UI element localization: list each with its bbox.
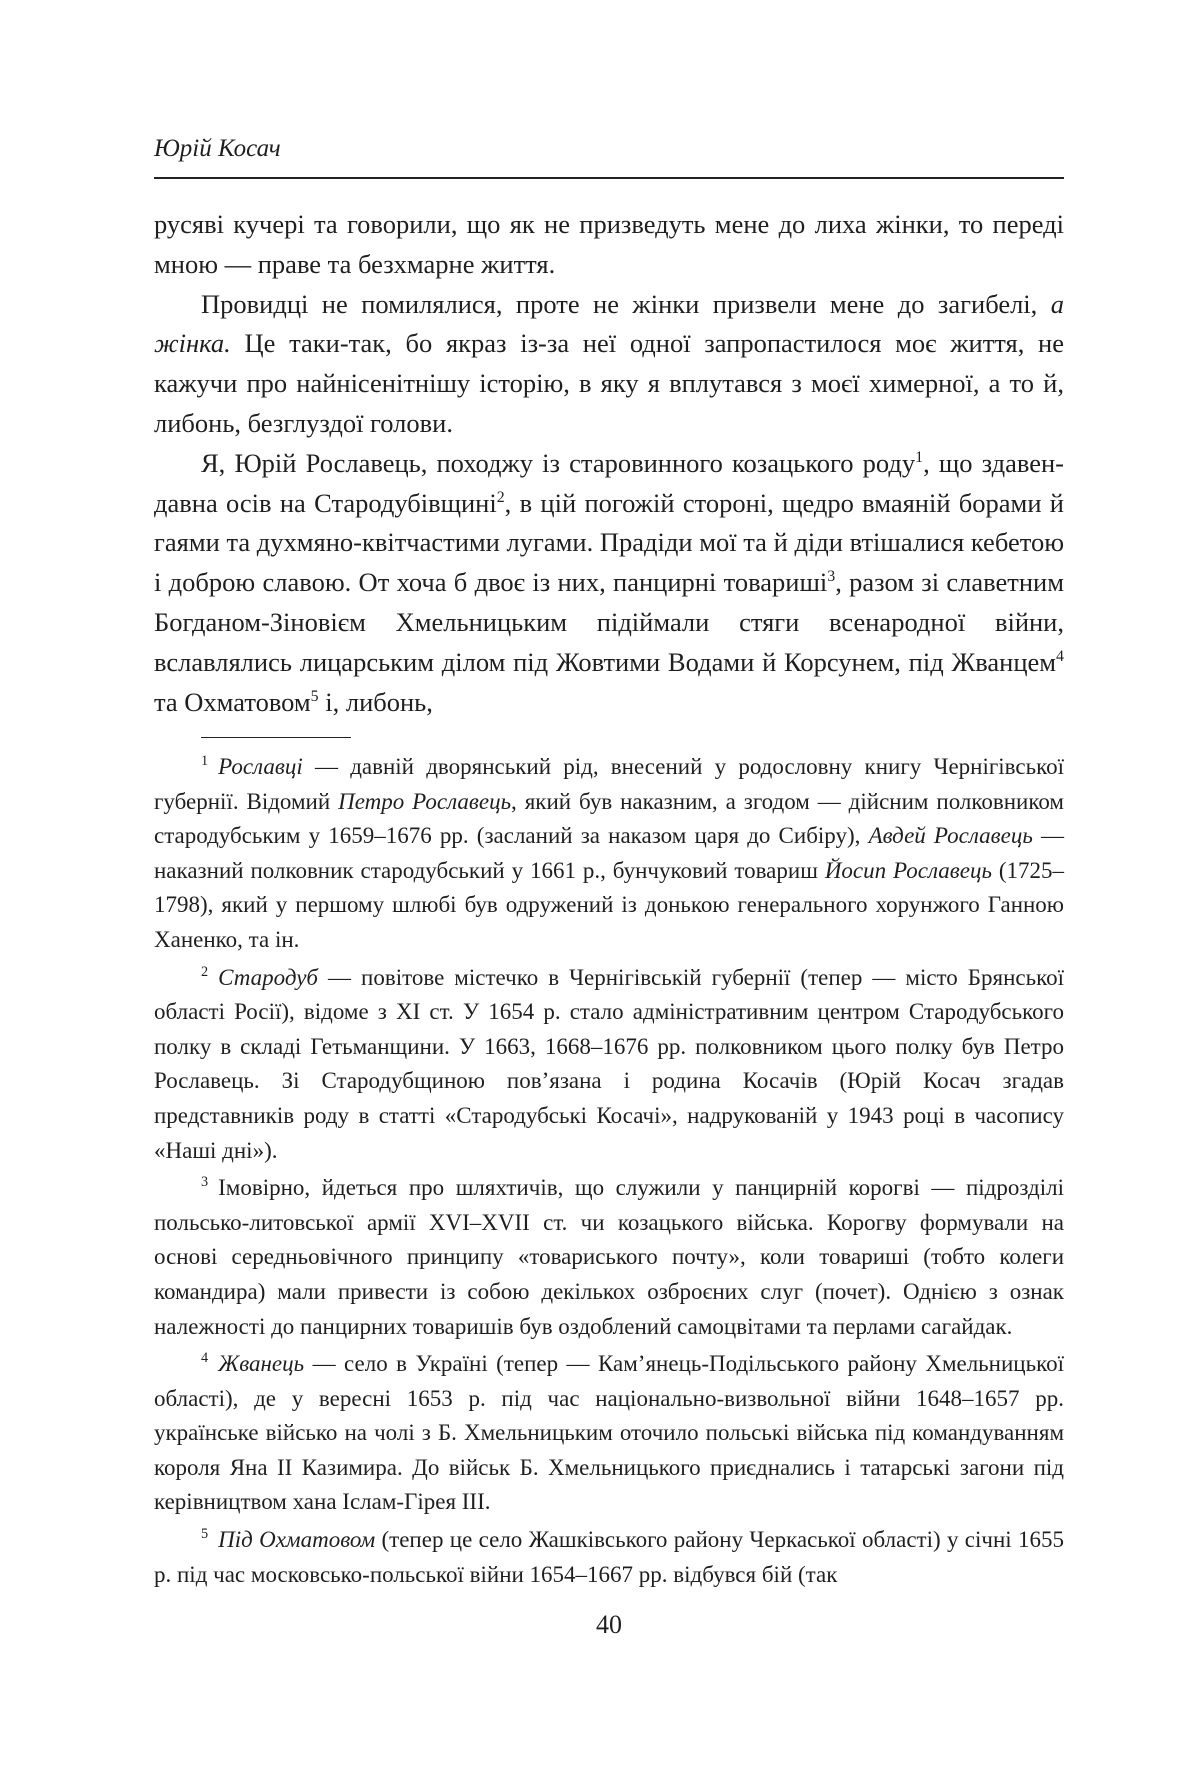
- footnote-3-text: Імовірно, йдеться про шляхтичів, що служили у панцирній корогві — підрозділі польсько-литовської армії XVI–XVII ст. чи козацького війська. Корогву формували на основі середньовічного принципу «товариського почту», коли товариші (тобто колеги командира) мали привести із собою декількох озброєних слуг (почет). Однією з ознак належності до панцирних товаришів був оздоблений самоцвітами та перлами сагайдак.: [154, 1175, 1064, 1339]
- paragraph-3-text-a: Я, Юрій Рославець, походжу із старовинного козацького роду: [201, 447, 916, 478]
- paragraph-1: [154, 205, 1064, 285]
- paragraph-3-text-e: та Охматовом: [154, 686, 311, 717]
- footnote-ref-4[interactable]: 4: [1056, 647, 1064, 665]
- paragraph-3: [154, 444, 1064, 723]
- footnote-5-term: Під Охматовом: [218, 1527, 376, 1553]
- paragraph-3-text-b: , що здавен-давна осів на Стародубівщині: [154, 447, 1064, 518]
- paragraph-3-text-d: , разом зі славетним Богданом-Зіновієм Хмельницьким підіймали стяги всенародної війни, вславлялись лицарським ділом під Жовтими Водами й Корсунем, під Жванцем: [154, 567, 1064, 677]
- paragraph-3-text-c: , в цій погожій стороні, щедро вмаяній борами й гаями та духмяно-квітчастими лугами. Прадіди мої та й діди втішалися кебетою і доброю славою. От хоча б двоє із них, панцирні товариші: [154, 487, 1064, 598]
- page-number: 40: [596, 1610, 622, 1639]
- footnote-ref-3[interactable]: 3: [827, 568, 836, 586]
- paragraph-1-text: русяві кучері та говорили, що як не призведуть мене до лиха жінки, то переді мною — праве та безхмарне життя.: [154, 209, 1064, 279]
- paragraph-2-text-a: Провидці не помилялися, проте не жінки призвели мене до загибелі,: [201, 288, 1051, 319]
- paragraph-2-italic: а жінка.: [154, 288, 1064, 359]
- footnote-4-number: 4: [201, 1350, 209, 1367]
- footnote-4-text: — село в Україні (тепер — Кам’янець-Подільського району Хмельницької області), де у вересні 1653 р. під час національно-визвольної війни 1648–1657 рр. українське військо на чолі з Б. Хмельницьким оточило польські війська під командуванням короля Яна II Казимира. До військ Б. Хмельницького приєднались і татарські загони під керівництвом хана Іслам-Гірея III.: [154, 1351, 1064, 1515]
- footnote-2-text: — повітове містечко в Чернігівській губернії (тепер — місто Брянської області Росії), відоме з XI ст. У 1654 р. стало адміністративним центром Стародубського полку в складі Гетьманщини. У 1663, 1668–1676 рр. полковником цього полку був Петро Рославець. Зі Стародубщиною пов’язана і родина Косачів (Юрій Косач згадав представників роду в статті «Стародубські Косачі», надрукованій у 1943 році в часопису «Наші дні»).: [154, 964, 1064, 1163]
- footnote-5-number: 5: [201, 1526, 209, 1543]
- footnote-5: [154, 1523, 1064, 1592]
- footnote-2-number: 2: [201, 963, 209, 980]
- footnote-3: [154, 1171, 1064, 1344]
- footnote-ref-5[interactable]: 5: [310, 687, 319, 705]
- footnote-4: [154, 1347, 1064, 1520]
- footnote-1: [154, 750, 1064, 958]
- paragraph-3-text-f: і, либонь,: [318, 686, 433, 717]
- footnotes-section: [154, 750, 1064, 1595]
- footnote-1-number: 1: [201, 753, 209, 770]
- footnote-2: [154, 961, 1064, 1169]
- running-head-author: Юрій Косач: [154, 135, 281, 162]
- footnote-3-number: 3: [201, 1174, 209, 1191]
- footnote-5-text: (тепер це село Жашківського району Черкаської області) у січні 1655 р. під час московсько-польської війни 1654–1667 рр. відбувся бій (так: [154, 1527, 1064, 1587]
- footnote-separator: [201, 737, 351, 738]
- footnote-4-term: Жванець: [218, 1351, 305, 1377]
- footnote-1-name-petro: Петро Рославець: [338, 788, 512, 814]
- footnote-1-name-yosyp: Йосип Рославець: [824, 857, 992, 883]
- footnote-ref-2[interactable]: 2: [496, 488, 505, 506]
- footnote-ref-1[interactable]: 1: [915, 448, 924, 466]
- paragraph-2-text-b: Це таки-так, бо якраз із-за неї одної запропастилося моє життя, не кажучи про найнісенітнішу історію, в яку я вплутався з моєї химерної, а то й, либонь, безглуздої голови.: [154, 328, 1064, 438]
- footnote-1-name-avdei: Авдей Рославець: [868, 823, 1033, 849]
- header-rule: [154, 177, 1064, 179]
- footnote-1-text-1: — давній дворянський рід, внесений у родословну книгу Чернігівської губернії. Відомий: [154, 754, 1064, 814]
- footnote-1-text-3: — наказний полковник стародубський у 1661 р., бунчуковий товариш: [154, 823, 1064, 883]
- paragraph-2: [154, 285, 1064, 444]
- footnote-1-text-2: , який був наказним, а згодом — дійсним полковником стародубським у 1659–1676 рр. (засланий за наказом царя до Сибіру),: [154, 788, 1064, 849]
- footnote-1-term: Рославці: [218, 754, 303, 779]
- footnote-1-text-4: (1725–1798), який у першому шлюбі був одружений із донькою генерального хорунжого Ганною Ханенко, та ін.: [154, 857, 1064, 952]
- footnote-2-term: Стародуб: [218, 964, 318, 990]
- main-text: [154, 205, 1064, 722]
